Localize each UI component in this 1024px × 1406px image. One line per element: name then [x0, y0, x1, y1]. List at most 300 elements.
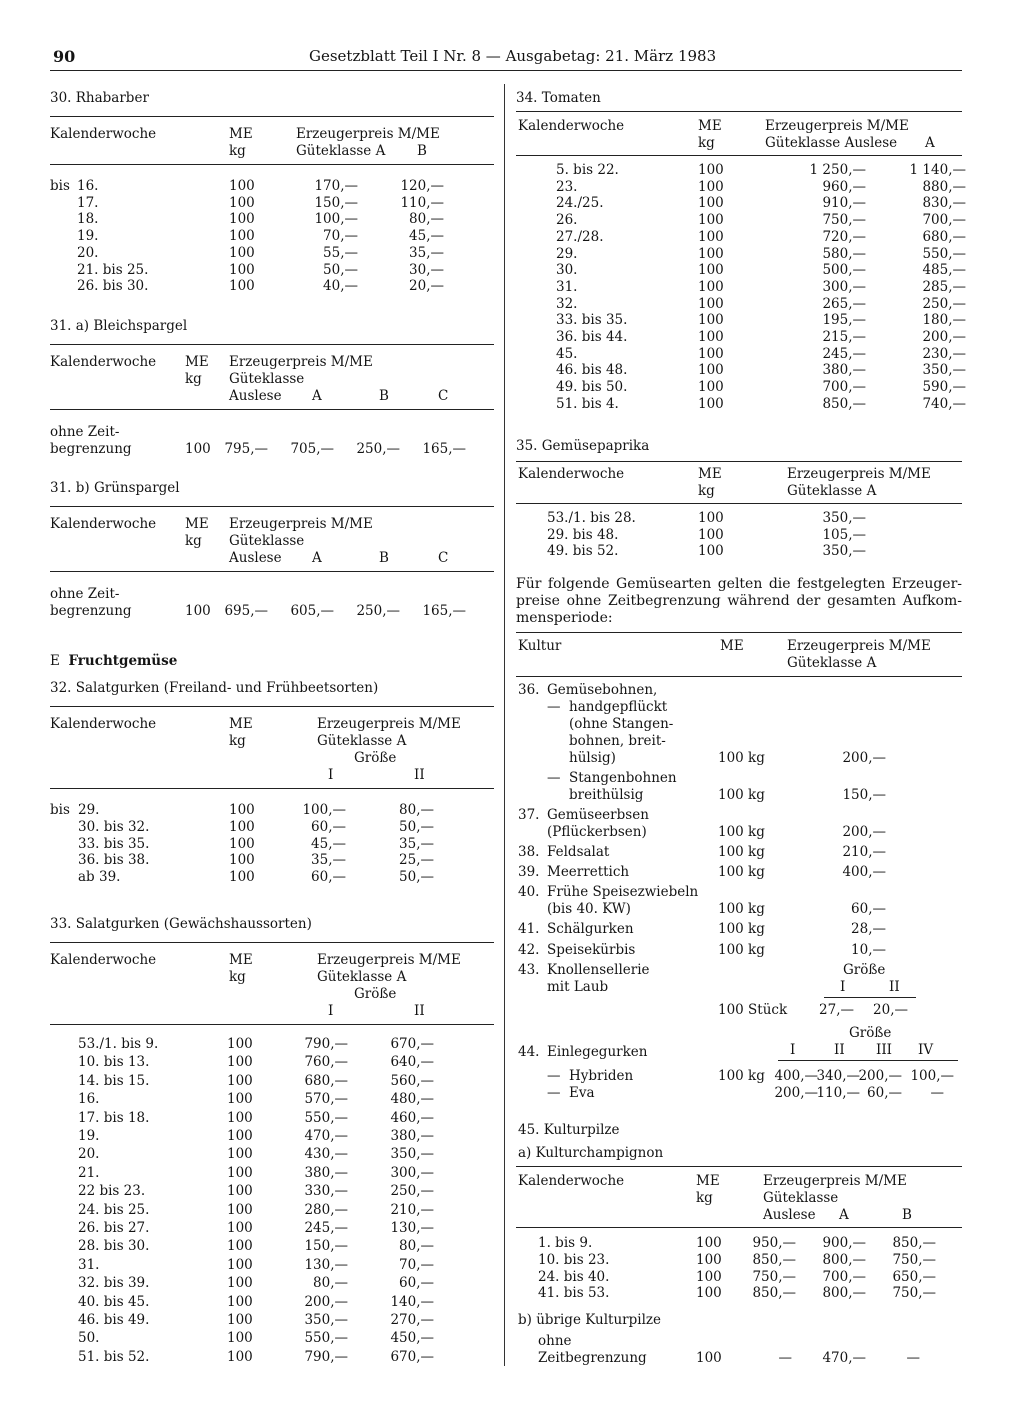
col-header-b: B: [379, 550, 389, 566]
cell-price-a: 105,—: [822, 526, 866, 543]
cell-me: 100 kg: [718, 844, 765, 860]
cell-c: 165,—: [422, 603, 466, 619]
section-title: 31. a) Bleichspargel: [50, 318, 188, 334]
cell-price: 200,—: [842, 750, 886, 766]
row-label-line2: Zeitbegrenzung: [538, 1350, 647, 1366]
section-letter: E: [50, 653, 60, 669]
cell-week: 24. bis 40.: [538, 1268, 610, 1285]
cell-price-size-i: 380,—: [304, 1164, 348, 1181]
dash: —: [547, 1085, 561, 1101]
col-header-week: Kalenderwoche: [50, 716, 157, 732]
size-rule: [824, 997, 916, 998]
table-rule: [50, 706, 494, 707]
table-row: [516, 510, 962, 527]
item-name-line2: (Pflückerbsen): [547, 824, 647, 840]
cell-price-a: 830,—: [922, 195, 966, 212]
col-header-unit: kg: [185, 371, 202, 387]
cell-me: 100: [227, 1109, 253, 1126]
col-header-class: Güteklasse Auslese: [765, 135, 898, 151]
cell-me: 100: [698, 228, 724, 245]
cell-auslese: —: [778, 1350, 792, 1366]
cell-price-size-ii: 80,—: [399, 1238, 434, 1255]
item-name-line2: mit Laub: [547, 979, 609, 995]
cell-week: 14. bis 15.: [78, 1072, 150, 1089]
cell-price-a: 170,—: [314, 178, 358, 194]
size-ii: II: [889, 979, 900, 995]
table-row: [516, 1269, 962, 1286]
table-row: [516, 178, 966, 196]
cell-me: 100: [227, 1054, 253, 1071]
cell-me: 100: [696, 1251, 722, 1268]
col-header-price: Erzeugerpreis M/ME: [317, 952, 461, 968]
table-row: [516, 1235, 962, 1252]
cell-price-a: 1 140,—: [909, 162, 966, 178]
cell-week: 17. bis 18.: [78, 1109, 150, 1126]
size-iii: III: [876, 1042, 892, 1058]
item-subname-line: breithülsig: [569, 787, 644, 803]
cell-week: 23.: [556, 178, 578, 195]
table-rule: [516, 503, 962, 504]
col-header-class: Güteklasse A: [317, 969, 407, 985]
cell-week-prefix: bis: [50, 802, 70, 818]
cell-week: 31.: [78, 1256, 100, 1273]
cell-me: 100: [227, 1091, 253, 1108]
item-subname-line: hülsig): [569, 750, 616, 766]
cell-week: 10. bis 13.: [78, 1054, 150, 1071]
variety-name: Hybriden: [569, 1068, 634, 1084]
table-rule: [50, 1024, 494, 1025]
cell-price: 10,—: [851, 942, 886, 958]
cell-me: 100 kg: [718, 824, 765, 840]
col-header-b: B: [902, 1207, 912, 1223]
cell-week: 16.: [77, 178, 99, 194]
table-row: [50, 819, 494, 836]
table-row: [50, 852, 494, 869]
table-row: [50, 1349, 494, 1366]
cell-b: —: [906, 1350, 920, 1366]
cell-price-a: 880,—: [922, 178, 966, 195]
section-title: 31. b) Grünspargel: [50, 480, 180, 496]
cell-me: 100 kg: [718, 787, 765, 803]
col-header-unit: kg: [696, 1190, 713, 1206]
section-heading-text: Fruchtgemüse: [68, 653, 178, 669]
cell-price-size-i: 470,—: [304, 1128, 348, 1144]
table-row: [516, 262, 966, 279]
col-header-kultur: Kultur: [518, 638, 562, 654]
cell-week: 49. bis 50.: [556, 379, 628, 396]
cell-price-size-ii: 70,—: [399, 1256, 434, 1273]
table-row: [50, 1238, 494, 1255]
cell-me: 100: [698, 379, 724, 396]
cell-me: 100: [229, 869, 255, 886]
table-rule: [516, 111, 962, 112]
col-header-c: C: [438, 388, 449, 404]
table-row: [516, 162, 966, 179]
col-header-price: Erzeugerpreis M/ME: [229, 354, 373, 370]
cell-a: 605,—: [290, 603, 334, 619]
cell-price-a: 800,—: [822, 1285, 866, 1302]
cell-me: 100: [227, 1348, 253, 1365]
table-rule: [516, 1227, 962, 1228]
item-number: 40.: [518, 884, 540, 900]
cell-price-size-ii: 20,—: [873, 1002, 908, 1018]
table-row: [516, 543, 962, 560]
cell-me: 100: [698, 262, 724, 279]
cell-week: 22 bis 23.: [78, 1183, 146, 1200]
dash: —: [547, 770, 561, 786]
table-row: [516, 395, 966, 413]
cell-price-a: 700,—: [922, 212, 966, 229]
cell-price-size-iv: 100,—: [910, 1068, 954, 1084]
col-header-unit: kg: [229, 143, 246, 159]
cell-price-size-i: 280,—: [304, 1201, 348, 1218]
cell-me: 100: [227, 1183, 253, 1200]
cell-me: 100: [229, 194, 255, 211]
table-row: [50, 195, 494, 212]
col-header-unit: kg: [229, 733, 246, 749]
item-subname-line: bohnen, breit-: [569, 733, 666, 749]
col-header-price: Erzeugerpreis M/ME: [787, 638, 931, 654]
cell-price-size-i: 100,—: [302, 802, 346, 818]
col-header-c: C: [438, 550, 449, 566]
cell-price-auslese: 300,—: [822, 278, 866, 295]
table-rule: [516, 1166, 962, 1167]
cell-price: 60,—: [851, 901, 886, 917]
table-row: [516, 329, 966, 346]
cell-me: 100: [227, 1164, 253, 1181]
col-header-week: Kalenderwoche: [50, 126, 157, 142]
col-header-class: Güteklasse A: [787, 483, 877, 499]
col-header-me: ME: [229, 716, 253, 732]
cell-me: 100 kg: [718, 864, 765, 880]
cell-me: 100 kg: [718, 901, 765, 917]
cell-me: 100: [229, 244, 255, 261]
cell-me: 100: [229, 802, 255, 818]
cell-price-auslese: 950,—: [752, 1235, 796, 1251]
cell-a: 470,—: [822, 1350, 866, 1366]
cell-price-size-iv: —: [930, 1085, 944, 1101]
cell-price-size-i: 550,—: [304, 1109, 348, 1126]
item-name: Meerrettich: [547, 864, 630, 880]
intro-paragraph: [516, 576, 962, 627]
cell-week: 36. bis 44.: [556, 329, 628, 345]
cell-price-size-i: 200,—: [774, 1085, 818, 1101]
table-row: [50, 802, 494, 819]
cell-week: 32. bis 39.: [78, 1275, 150, 1292]
cell-me: 100: [698, 510, 724, 526]
table-row: [50, 178, 494, 195]
cell-me: 100: [185, 603, 211, 619]
cell-me: 100: [185, 441, 211, 457]
cell-me: 100: [698, 162, 724, 178]
cell-price-size-ii: 670,—: [390, 1036, 434, 1052]
cell-week: 51. bis 4.: [556, 395, 619, 412]
cell-price-size-ii: 140,—: [390, 1293, 434, 1310]
cell-price: 28,—: [851, 921, 886, 937]
cell-me: 100: [229, 818, 255, 835]
col-header-price: Erzeugerpreis M/ME: [296, 126, 440, 142]
cell-week: 41. bis 53.: [538, 1285, 610, 1302]
table-row: [50, 1312, 494, 1329]
cell-price-a: 680,—: [922, 228, 966, 245]
cell-me: 100: [698, 362, 724, 379]
cell-week: 32.: [556, 295, 578, 312]
cell-price-size-i: 570,—: [304, 1091, 348, 1108]
cell-me: 100: [227, 1256, 253, 1273]
cell-price-auslese: 380,—: [822, 362, 866, 379]
cell-me: 100: [227, 1201, 253, 1218]
cell-price-size-i: 245,—: [304, 1220, 348, 1236]
cell-c: 165,—: [422, 441, 466, 457]
table-row: [50, 1128, 494, 1145]
cell-me: 100: [229, 852, 255, 869]
item-subname-line: Stangenbohnen: [569, 770, 677, 786]
cell-price-size-ii: 350,—: [390, 1146, 434, 1163]
cell-me: 100: [229, 178, 255, 194]
cell-price: 210,—: [842, 844, 886, 860]
table-row: [516, 212, 966, 229]
size-rule: [778, 1060, 958, 1061]
col-header-me: ME: [696, 1173, 720, 1189]
cell-week: 16.: [78, 1091, 100, 1108]
cell-week: 17.: [77, 194, 99, 211]
item-name: Gemüseerbsen: [547, 807, 649, 823]
col-header-price: Erzeugerpreis M/ME: [765, 118, 909, 134]
cell-week: 5. bis 22.: [556, 162, 619, 178]
cell-me: 100: [698, 178, 724, 195]
cell-price: 200,—: [842, 824, 886, 840]
col-header-week: Kalenderwoche: [518, 466, 625, 482]
cell-week: 30. bis 32.: [78, 818, 150, 835]
cell-price-size-ii: 460,—: [390, 1109, 434, 1126]
cell-me: 100: [227, 1220, 253, 1236]
cell-price-size-ii: 50,—: [399, 818, 434, 835]
cell-week: 31.: [556, 278, 578, 295]
table-row: [50, 278, 494, 295]
cell-price-b: 35,—: [409, 244, 444, 261]
col-header-auslese: Auslese: [229, 388, 282, 404]
cell-price-size-ii: 250,—: [390, 1183, 434, 1200]
col-header-unit: kg: [698, 135, 715, 151]
cell-me: 100: [227, 1036, 253, 1052]
row-label-line1: ohne Zeit-: [50, 424, 120, 440]
section-title: 33. Salatgurken (Gewächshaussorten): [50, 916, 312, 932]
cell-price-size-i: 45,—: [311, 835, 346, 852]
item-number: 42.: [518, 942, 540, 958]
table-rule: [516, 632, 962, 633]
table-row: [516, 295, 966, 313]
cell-price-b: 45,—: [409, 228, 444, 245]
cell-price-size-i: 430,—: [304, 1146, 348, 1163]
cell-price-a: 250,—: [922, 295, 966, 312]
section-31b-gruenspargel: [50, 478, 494, 618]
cell-week: 40. bis 45.: [78, 1293, 150, 1310]
cell-week: 49. bis 52.: [547, 543, 619, 560]
cell-week: 28. bis 30.: [78, 1238, 150, 1255]
section-title: 45. Kulturpilze: [518, 1122, 620, 1138]
cell-me: 100: [698, 295, 724, 312]
cell-price-size-ii: 25,—: [399, 852, 434, 869]
cell-me: 100: [227, 1275, 253, 1292]
table-row: [50, 1202, 494, 1219]
cell-price-size-i: 790,—: [304, 1036, 348, 1052]
cell-week: 46. bis 48.: [556, 362, 628, 379]
section-35-gemuesepaprika: [516, 434, 962, 564]
cell-price-b: 120,—: [400, 178, 444, 194]
table-row: [50, 262, 494, 279]
cell-price-size-i: 760,—: [304, 1054, 348, 1071]
col-header-week: Kalenderwoche: [50, 516, 157, 532]
cell-week: 26.: [556, 212, 578, 229]
cell-price-a: 350,—: [822, 510, 866, 526]
cell-price-auslese: 195,—: [822, 312, 866, 329]
cell-me: 100 Stück: [718, 1002, 788, 1018]
cell-me: 100: [698, 526, 724, 543]
item-name: Frühe Speisezwiebeln: [547, 884, 699, 900]
col-header-i: I: [328, 767, 334, 783]
table-rule: [50, 409, 494, 410]
cell-week: ab 39.: [78, 869, 121, 886]
table-row: [50, 1146, 494, 1163]
cell-price-a: 285,—: [922, 278, 966, 295]
table-row: [50, 1275, 494, 1292]
cell-price-size-i: 550,—: [304, 1330, 348, 1347]
column-divider: [504, 84, 505, 1366]
header-title: Gesetzblatt Teil I Nr. 8 — Ausgabetag: 21. März 1983: [309, 47, 717, 65]
table-row: [516, 362, 966, 379]
cell-price: 400,—: [842, 864, 886, 880]
table-row: [516, 345, 966, 363]
cell-me: 100: [696, 1235, 722, 1251]
table-rule: [516, 461, 962, 462]
cell-price-a: 550,—: [922, 245, 966, 262]
cell-me: 100: [227, 1330, 253, 1347]
col-header-week: Kalenderwoche: [518, 118, 625, 134]
cell-price-auslese: 850,—: [752, 1251, 796, 1268]
cell-a: 705,—: [290, 441, 334, 457]
cell-price-auslese: 500,—: [822, 262, 866, 279]
item-number: 44.: [518, 1044, 540, 1060]
cell-price-auslese: 720,—: [822, 228, 866, 245]
cell-price-a: 55,—: [323, 244, 358, 261]
col-header-me: ME: [229, 952, 253, 968]
cell-price-size-ii: 450,—: [390, 1330, 434, 1347]
cell-price-auslese: 750,—: [752, 1268, 796, 1285]
cell-price-size-ii: 80,—: [399, 802, 434, 818]
cell-b: 250,—: [356, 441, 400, 457]
section-kultur: [516, 628, 962, 1118]
table-row: [50, 211, 494, 228]
cell-me: 100: [698, 543, 724, 560]
table-row: [50, 869, 494, 886]
cell-price-size-ii: 640,—: [390, 1054, 434, 1071]
col-header-price: Erzeugerpreis M/ME: [763, 1173, 907, 1189]
col-header-class: Güteklasse A: [317, 733, 407, 749]
cell-price-size-ii: 300,—: [390, 1164, 434, 1181]
cell-price-auslese: 265,—: [822, 295, 866, 312]
table-rule: [50, 506, 494, 507]
size-ii: II: [834, 1042, 845, 1058]
cell-price-auslese: 215,—: [822, 329, 866, 345]
col-header-a: A: [312, 388, 322, 404]
table-row: [516, 527, 962, 544]
table-row: [50, 228, 494, 245]
cell-week: 19.: [77, 228, 99, 245]
table-row: [50, 836, 494, 853]
cell-me: 100: [698, 312, 724, 329]
size-i: I: [790, 1042, 796, 1058]
cell-week: 19.: [78, 1128, 100, 1144]
cell-price-a: 485,—: [922, 262, 966, 279]
cell-price-size-iii: 200,—: [858, 1068, 902, 1084]
col-header-size: Größe: [354, 986, 397, 1002]
cell-week: 45.: [556, 345, 578, 362]
cell-price-b: 750,—: [892, 1251, 936, 1268]
section-title: 34. Tomaten: [516, 90, 601, 106]
cell-week: 10. bis 23.: [538, 1251, 610, 1268]
col-header-ii: II: [414, 767, 425, 783]
cell-me: 100: [229, 278, 255, 295]
section-34-tomaten: [516, 84, 966, 424]
cell-price-size-ii: 270,—: [390, 1312, 434, 1328]
table-row: [50, 1183, 494, 1200]
cell-price-size-i: 130,—: [304, 1256, 348, 1273]
cell-price-auslese: 910,—: [822, 195, 866, 212]
item-number: 38.: [518, 844, 540, 860]
col-header-ii: II: [414, 1003, 425, 1019]
section-32-salatgurken-freiland: [50, 678, 494, 898]
col-header-week: Kalenderwoche: [518, 1173, 625, 1189]
col-header-me: ME: [185, 354, 209, 370]
table-row: [516, 1252, 962, 1269]
cell-week: 26. bis 30.: [77, 278, 149, 295]
table-row: [516, 228, 966, 246]
section-title: 30. Rhabarber: [50, 90, 149, 106]
cell-me: 100: [227, 1312, 253, 1328]
table-row: [516, 195, 966, 212]
col-header-b: B: [379, 388, 389, 404]
cell-me: 100: [696, 1285, 722, 1302]
cell-price-size-ii: 480,—: [390, 1091, 434, 1108]
col-header-auslese: Auslese: [763, 1207, 816, 1223]
cell-week: 18.: [77, 211, 99, 228]
intro-line-2: preise ohne Zeitbegrenzung während der gesamten Aufkom-: [516, 593, 962, 609]
cell-week: 21. bis 25.: [77, 261, 149, 278]
size-header: Größe: [849, 1025, 892, 1041]
table-rule: [50, 571, 494, 572]
cell-me: 100: [698, 245, 724, 262]
table-rule: [50, 344, 494, 345]
cell-price-a: 40,—: [323, 278, 358, 295]
cell-price-auslese: 245,—: [822, 345, 866, 362]
cell-auslese: 695,—: [224, 603, 268, 619]
cell-me: 100: [229, 211, 255, 228]
variety-name: Eva: [569, 1085, 595, 1101]
cell-week: 29. bis 48.: [547, 526, 619, 543]
item-name: Gemüsebohnen,: [547, 682, 658, 698]
cell-week: 26. bis 27.: [78, 1220, 150, 1236]
cell-price-size-i: 330,—: [304, 1183, 348, 1200]
cell-week: 27./28.: [556, 228, 604, 245]
table-row: [50, 1073, 494, 1090]
dash: —: [547, 1068, 561, 1084]
item-number: 37.: [518, 807, 540, 823]
cell-price-auslese: 850,—: [822, 395, 866, 412]
cell-price-b: 650,—: [892, 1268, 936, 1285]
item-name: Knollensellerie: [547, 962, 650, 978]
col-header-a: A: [925, 135, 935, 151]
col-header-unit: kg: [698, 483, 715, 499]
